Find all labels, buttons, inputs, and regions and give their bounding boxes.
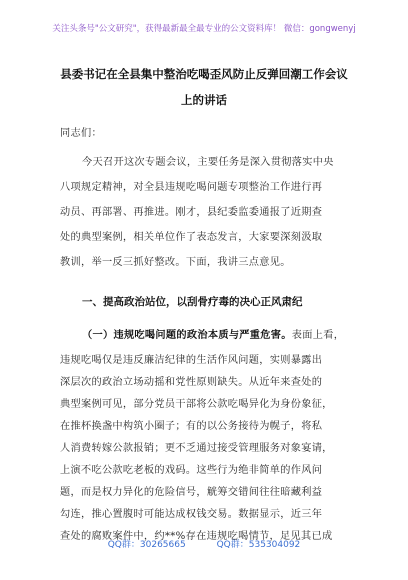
body-line: 人消费转嫁公款报销；更不乏通过接受管理服务对象宴请，	[60, 443, 333, 454]
intro-line: 处的典型案例，相关单位作了表态发言，大家要深刻汲取	[60, 232, 323, 243]
intro-line: 教训，举一反三抓好整改。下面，我讲三点意见。	[60, 257, 291, 268]
body-line: 题，而是权力异化的危险信号，觥筹交错间往往暗藏利益	[60, 487, 323, 498]
intro-line: 今天召开这次专题会议，主要任务是深入贯彻落实中央	[82, 157, 334, 168]
qq-group-2: QQ群：535304092	[216, 540, 301, 550]
body-line: 深层次的政治立场动摇和党性原则缺失。从近年来查处的	[60, 377, 323, 388]
subsection-lead-text: 表面上看，	[291, 330, 345, 341]
body-line: 违规吃喝仅是违反廉洁纪律的生活作风问题，实则暴露出	[60, 355, 323, 366]
intro-line: 八项规定精神，对全县违规吃喝问题专项整治工作进行再	[60, 182, 323, 193]
body-line: 典型案例可见，部分党员干部将公款吃喝异化为身份象征，	[60, 399, 333, 410]
salutation: 同志们：	[60, 128, 102, 139]
body-line: 查处的腐败案件中，约**%存在违规吃喝情节，足见其已成	[60, 531, 333, 542]
document-title-line-1: 县委书记在全县集中整治吃喝歪风防止反弹回潮工作会议	[60, 67, 348, 81]
document-title-line-2: 上的讲话	[181, 93, 227, 107]
body-line: 勾连，推心置腹时可能达成权钱交易。数据显示，近三年	[60, 509, 323, 520]
body-line: 在推杯换盏中构筑小圈子；有的以公务接待为幌子，将私	[60, 421, 323, 432]
subsection-paragraph-start	[82, 326, 382, 341]
intro-line: 动员、再部署、再推进。刚才，县纪委监委通报了近期查	[60, 207, 323, 218]
qq-group-1: QQ群：30265665	[107, 540, 186, 550]
page-header-banner: 关注头条号"公文研究"，获得最新最全最专业的公文资料库！ 微信：gongwenyj	[52, 24, 356, 34]
subsection-heading: （一）违规吃喝问题的政治本质与严重危害。	[82, 329, 292, 341]
section-heading: 一、提高政治站位，以刮骨疗毒的决心正风肃纪	[82, 296, 303, 308]
body-line: 上演不吃公款吃老板的戏码。这些行为绝非简单的作风问	[60, 465, 323, 476]
